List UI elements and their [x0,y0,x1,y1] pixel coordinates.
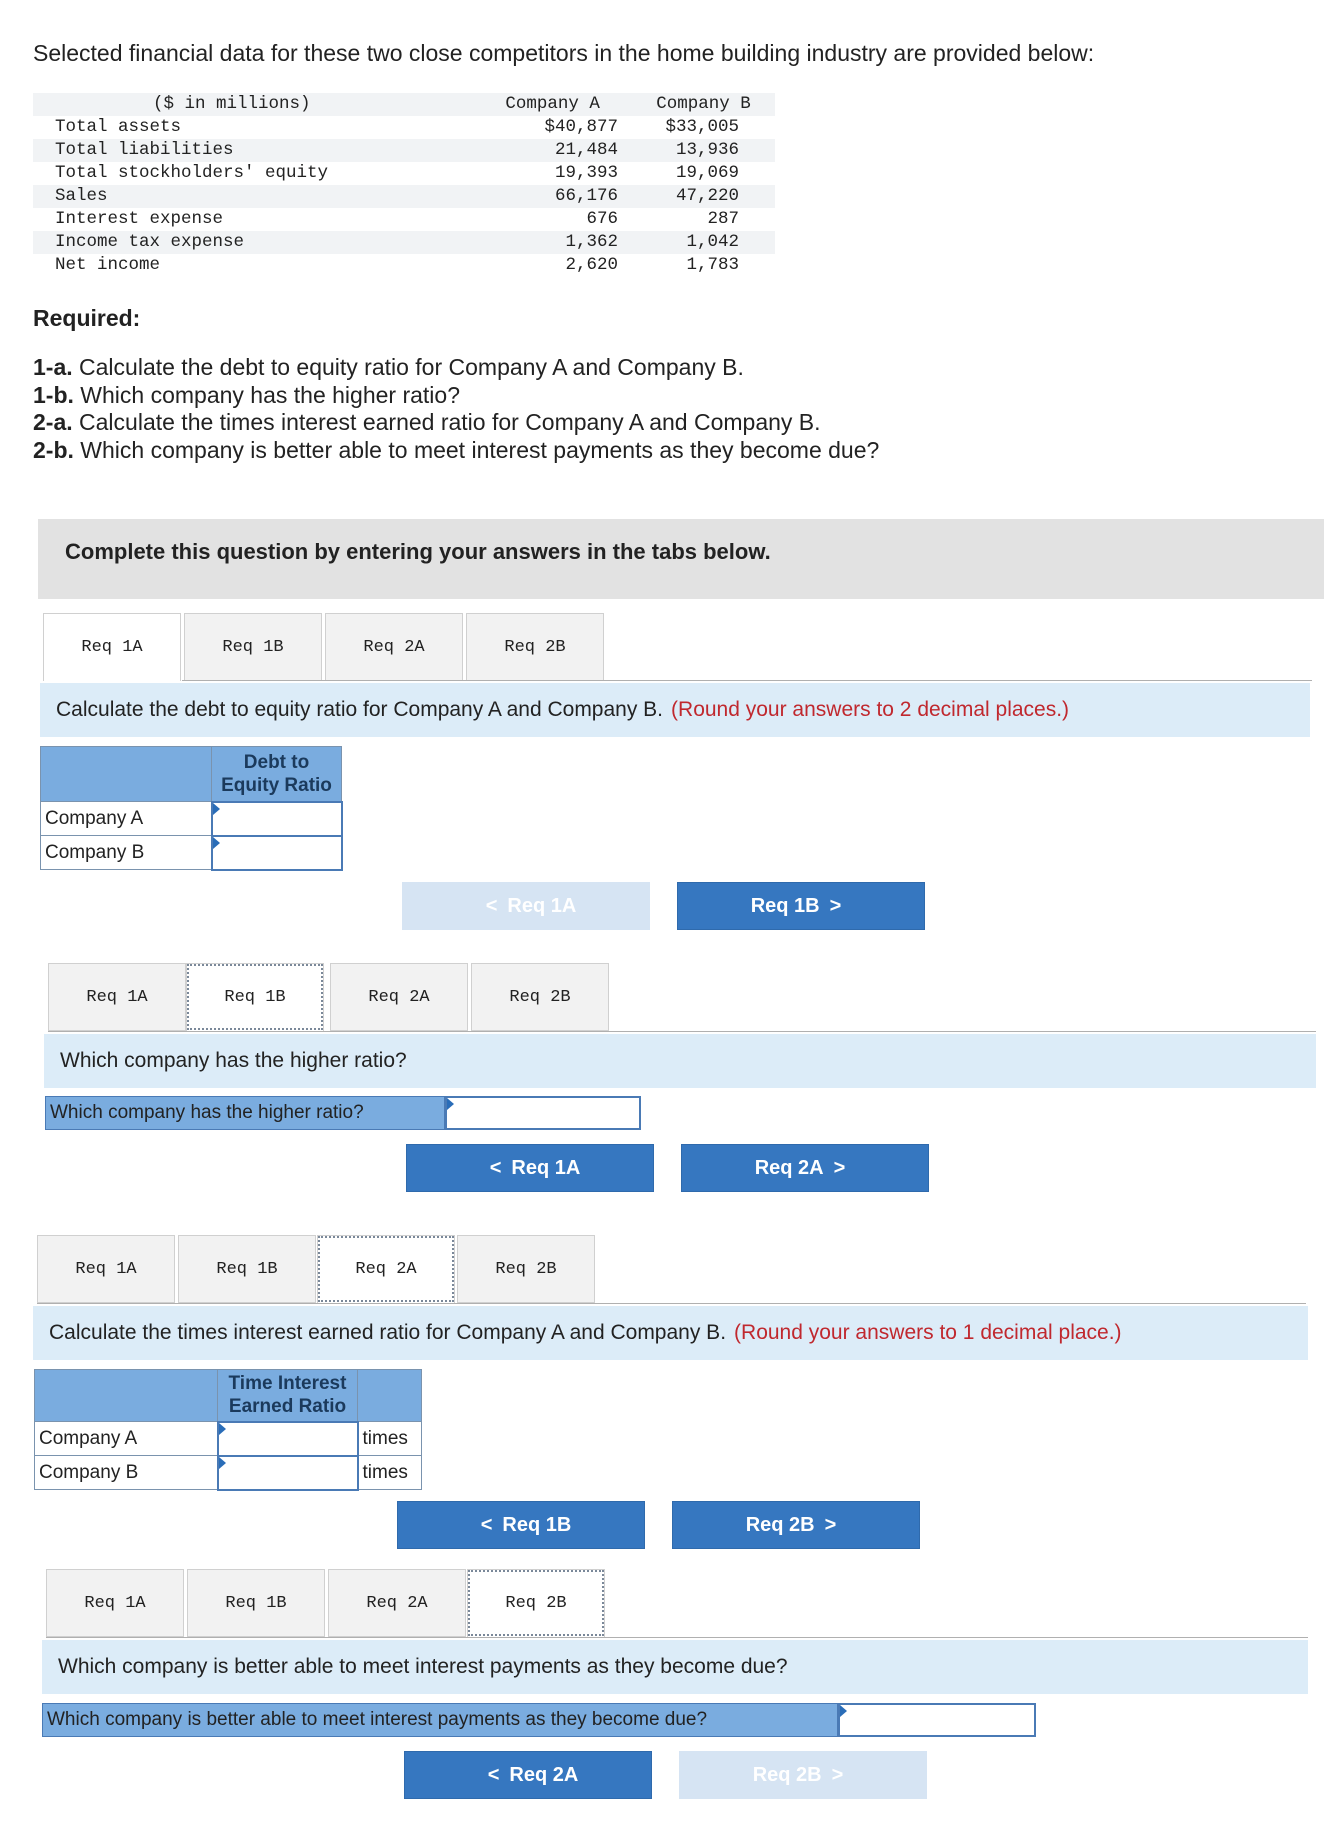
debt-equity-table [40,746,343,871]
row-label-company-b: Company B [41,836,212,870]
company-b-value: 47,220 [618,185,775,208]
debt-equity-field-a[interactable] [213,803,341,835]
instruction-banner-4 [42,1640,1308,1694]
company-b-value: 1,042 [618,231,775,254]
row-label: Net income [55,255,161,275]
higher-ratio-input[interactable] [445,1096,641,1130]
header-blank [41,747,212,802]
interest-payments-field[interactable] [840,1705,1034,1735]
times-interest-table [34,1369,422,1491]
item-number: 2-a. [33,409,73,435]
list-item [33,437,879,465]
table-row [33,185,775,208]
item-text: Calculate the times interest earned ratio for Company A and Company B. [79,409,821,435]
table-row [33,116,775,139]
row-label: Income tax expense [33,231,447,254]
tab-req-2b[interactable]: Req 2B [466,613,604,681]
tab-bar-2 [48,963,608,1031]
prev-req-2a-button[interactable] [404,1751,652,1799]
company-b-value: 287 [707,209,739,229]
tab-req-2a[interactable]: Req 2A [328,1569,466,1637]
prev-req-1a-button [402,882,650,930]
item-text: Calculate the debt to equity ratio for Company A and Company B. [79,354,744,380]
company-b-value: 19,069 [675,163,739,183]
higher-ratio-field[interactable] [447,1098,639,1128]
unit-label: times [358,1422,422,1456]
company-b-value: 1,783 [686,255,739,275]
row-label-company-a: Company A [41,802,212,836]
debt-equity-header [212,747,342,802]
tab-req-1a[interactable]: Req 1A [37,1235,175,1303]
next-button-label: Req 1B [750,894,820,917]
chevron-left-icon: < [487,1763,500,1786]
chevron-left-icon: < [489,1156,502,1179]
times-interest-field-b[interactable] [219,1457,357,1489]
company-a-value: $40,877 [544,117,619,137]
row-label: Total assets [55,117,182,137]
tab-req-1a[interactable]: Req 1A [46,1569,184,1637]
row-label-company-a: Company A [35,1422,218,1456]
tab-req-2a[interactable]: Req 2A [317,1235,455,1303]
tab-req-1b[interactable]: Req 1B [178,1235,316,1303]
instruction-banner-1 [40,683,1310,737]
round-note: (Round your answers to 1 decimal place.) [734,1321,1122,1344]
next-req-2b-button [679,1751,927,1799]
prev-button-label: Req 1A [507,894,577,917]
required-list [33,354,879,464]
tab-req-1b[interactable]: Req 1B [187,1569,325,1637]
tab-req-2a[interactable]: Req 2A [325,613,463,681]
tab-req-2a[interactable]: Req 2A [330,963,468,1031]
times-interest-header [218,1370,358,1422]
units-label: ($ in millions) [33,93,447,116]
chevron-right-icon: > [833,1156,846,1179]
company-a-value: 676 [586,209,619,229]
prev-button-label: Req 1A [511,1156,581,1179]
header-line-2: Equity Ratio [221,774,332,796]
tab-divider [182,680,1312,681]
financial-header-row [33,93,775,116]
table-row [33,254,775,277]
company-a-value: 1,362 [447,231,618,254]
next-button-label: Req 2B [752,1763,822,1786]
interest-payments-input[interactable] [838,1703,1036,1737]
instruction-text: Calculate the times interest earned ratio for Company A and Company B. [49,1321,727,1344]
table-row [33,208,775,231]
row-label: Interest expense [55,209,224,229]
header-line-1: Time Interest [228,1373,347,1395]
prev-button-label: Req 1B [502,1513,572,1536]
company-a-value: 66,176 [447,185,618,208]
prev-req-1a-button[interactable] [406,1144,654,1192]
tab-req-1a[interactable]: Req 1A [48,963,186,1031]
header-blank [35,1370,218,1422]
tab-req-2b[interactable]: Req 2B [471,963,609,1031]
debt-equity-input-a[interactable] [212,802,342,836]
company-a-header: Company A [447,93,618,116]
company-b-value: $33,005 [665,117,739,137]
complete-banner-text: Complete this question by entering your answers in the tabs below. [65,539,771,564]
item-text: Which company has the higher ratio? [80,381,460,408]
company-a-value: 2,620 [565,255,619,275]
company-b-header: Company B [618,93,775,116]
tab-bar-3 [37,1235,597,1303]
item-number: 2-b. [33,436,74,463]
tab-divider [48,1031,1316,1032]
item-number: 1-a. [33,354,73,380]
instruction-banner-3 [33,1306,1308,1360]
tab-req-2b[interactable]: Req 2B [457,1235,595,1303]
row-label: Total liabilities [33,139,447,162]
header-line-1: Debt to [243,751,310,773]
higher-ratio-row [45,1096,641,1130]
row-label-company-b: Company B [35,1456,218,1490]
row-label: Sales [33,185,447,208]
list-item [33,354,879,382]
prev-button-label: Req 2A [509,1763,579,1786]
interest-payments-row [42,1703,1036,1737]
times-interest-input-a[interactable] [218,1422,358,1456]
debt-equity-input-b[interactable] [212,836,342,870]
intro-text: Selected financial data for these two close competitors in the home building industry are provided below: [33,40,1095,66]
tab-req-1a[interactable]: Req 1A [43,613,181,681]
table-row [33,231,775,254]
next-req-1b-button[interactable] [677,882,925,930]
item-text: Which company is better able to meet interest payments as they become due? [80,436,880,463]
financial-data-table [33,93,775,277]
next-button-label: Req 2A [754,1156,824,1179]
company-b-value: 13,936 [618,139,775,162]
chevron-left-icon: < [480,1513,493,1536]
table-row [33,162,775,185]
unit-label: times [358,1456,422,1490]
instruction-text: Which company is better able to meet interest payments as they become due? [58,1655,788,1678]
debt-equity-field-b[interactable] [213,837,341,869]
tab-bar-1 [43,613,603,681]
prev-req-1b-button[interactable] [397,1501,645,1549]
instruction-text: Which company has the higher ratio? [60,1049,407,1072]
next-button-label: Req 2B [745,1513,815,1536]
interest-payments-question: Which company is better able to meet interest payments as they become due? [42,1703,838,1737]
table-row [33,139,775,162]
tab-req-1b[interactable]: Req 1B [186,963,324,1031]
chevron-right-icon: > [831,1763,844,1786]
tab-req-2b[interactable]: Req 2B [467,1569,605,1637]
tab-divider [46,1637,1308,1638]
instruction-text: Calculate the debt to equity ratio for Company A and Company B. [56,698,664,721]
times-interest-input-b[interactable] [218,1456,358,1490]
header-blank-unit [358,1370,422,1422]
company-a-value: 21,484 [447,139,618,162]
chevron-left-icon: < [485,894,498,917]
chevron-right-icon: > [829,894,842,917]
complete-banner [38,519,1324,599]
list-item [33,382,879,410]
tab-bar-4 [46,1569,606,1637]
row-label: Total stockholders' equity [55,163,329,183]
times-interest-field-a[interactable] [219,1423,357,1455]
company-a-value: 19,393 [555,163,619,183]
next-req-2b-button[interactable] [672,1501,920,1549]
higher-ratio-question: Which company has the higher ratio? [45,1096,445,1130]
instruction-banner-2 [44,1034,1316,1088]
chevron-right-icon: > [824,1513,837,1536]
tab-req-1b[interactable]: Req 1B [184,613,322,681]
item-number: 1-b. [33,381,74,408]
next-req-2a-button[interactable] [681,1144,929,1192]
round-note: (Round your answers to 2 decimal places.) [671,698,1070,721]
tab-divider [37,1303,1306,1304]
header-line-2: Earned Ratio [228,1396,347,1418]
required-heading: Required: [33,305,141,331]
list-item [33,409,879,437]
